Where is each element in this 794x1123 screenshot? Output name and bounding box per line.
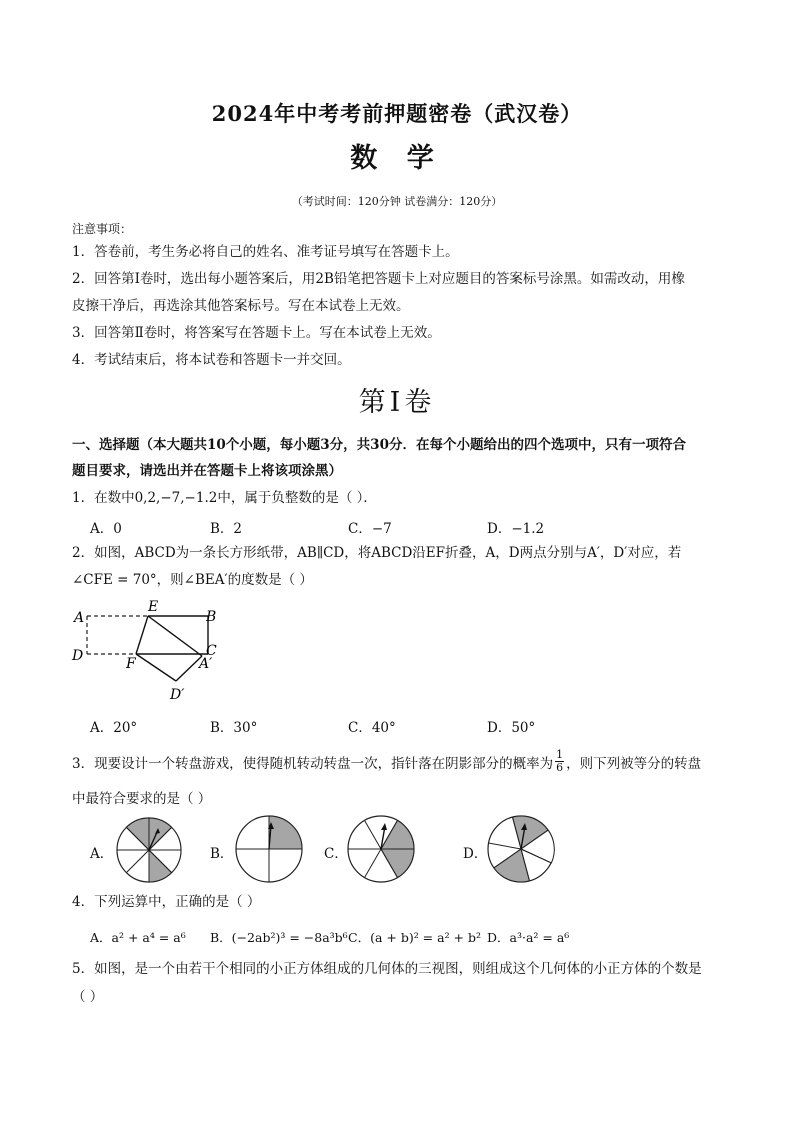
label-f: F — [126, 656, 136, 672]
q3-stem-cont: 中最符合要求的是（ ） — [72, 791, 212, 807]
q3-option-d-label[interactable]: D． — [463, 846, 488, 862]
q1-option-a[interactable]: A．0 — [90, 521, 122, 537]
q3-option-b-label[interactable]: B． — [210, 846, 234, 862]
part1-instructions: 一、选择题（本大题共10个小题，每小题3分，共30分．在每个小题给出的四个选项中，只有一项符合 — [72, 437, 686, 453]
q5-stem: 5．如图，是一个由若干个相同的小正方体组成的几何体的三视图，则组成这个几何体的小正方体的个数是 — [72, 961, 702, 977]
q1-option-b[interactable]: B．2 — [210, 521, 243, 537]
q5-stem-cont: （ ） — [72, 989, 104, 1005]
notice-item-3: 3．回答第Ⅱ卷时，将答案写在答题卡上。写在本试卷上无效。 — [72, 325, 441, 341]
label-d: D — [72, 648, 84, 664]
q3-stem-part1: 3．现要设计一个转盘游戏，使得随机转动转盘一次，指针落在阴影部分的概率为 — [72, 756, 554, 772]
label-b: B — [206, 609, 217, 625]
fold-line-ef — [136, 616, 148, 654]
label-c: C — [206, 643, 217, 659]
q3-spinner-b[interactable] — [233, 813, 305, 885]
q3-fraction — [555, 749, 564, 774]
q3-frac-den: 6 — [556, 761, 564, 774]
q4-option-a[interactable]: A．a² + a⁴ = a⁶ — [90, 930, 186, 945]
label-e: E — [148, 599, 159, 615]
notice-item-2-cont: 皮擦干净后，再选涂其他答案标号。写在本试卷上无效。 — [72, 298, 410, 314]
q2-option-b[interactable]: B．30° — [210, 720, 258, 736]
q3-spinner-a[interactable] — [114, 815, 184, 885]
exam-title: 2024年中考考前押题密卷（武汉卷） — [211, 101, 583, 126]
q2-option-a[interactable]: A．20° — [90, 720, 138, 736]
q2-option-d[interactable]: D．50° — [487, 720, 536, 736]
section-title: 第Ⅰ卷 — [358, 387, 436, 418]
q4-option-c[interactable]: C．(a + b)² = a² + b² — [348, 930, 482, 945]
q3-stem — [72, 748, 702, 777]
q4-option-d[interactable]: D．a³·a² = a⁶ — [487, 930, 570, 945]
q4-option-b[interactable]: B．(−2ab²)³ = −8a³b⁶ — [210, 930, 348, 945]
q2-stem-cont: ∠CFE = 70°，则∠BEA′的度数是（ ） — [72, 572, 313, 588]
q3-spinner-d[interactable] — [485, 813, 557, 885]
q4-stem: 4．下列运算中，正确的是（ ） — [72, 894, 261, 910]
exam-info: （考试时间：120分钟 试卷满分：120分） — [291, 195, 503, 208]
notice-item-2: 2．回答第Ⅰ卷时，选出每小题答案后，用2B铅笔把答题卡上对应题目的答案标号涂黑。如需改动，用橡 — [72, 271, 685, 287]
q2-option-c[interactable]: C．40° — [348, 720, 396, 736]
q3-option-c-label[interactable]: C． — [324, 846, 348, 862]
q1-stem: 1．在数中0,2,−7,−1.2中，属于负整数的是（ ）． — [72, 490, 377, 506]
notice-heading: 注意事项： — [72, 222, 133, 236]
label-a-prime: A′ — [199, 656, 213, 672]
notice-item-1: 1．答卷前，考生务必将自己的姓名、准考证号填写在答题卡上。 — [72, 244, 459, 260]
subject-title: 数 学 — [350, 143, 444, 174]
notice-item-4: 4．考试结束后，将本试卷和答题卡一并交回。 — [72, 352, 351, 368]
q2-fold-figure — [68, 598, 228, 708]
q3-stem-part2: ，则下列被等分的转盘 — [566, 756, 702, 772]
part1-instructions-cont: 题目要求，请选出并在答题卡上将该项涂黑） — [72, 463, 342, 479]
q1-option-d[interactable]: D．−1.2 — [487, 521, 545, 537]
q3-frac-num: 1 — [556, 748, 564, 761]
q3-option-a-label[interactable]: A． — [90, 846, 114, 862]
label-d-prime: D′ — [170, 687, 185, 703]
q2-stem: 2．如图，ABCD为一条长方形纸带，AB∥CD，将ABCD沿EF折叠，A，D两点分别与A′，D′对应，若 — [72, 545, 682, 561]
edge-ea-prime — [148, 616, 202, 656]
edge-d-prime-f — [136, 654, 176, 681]
label-a: A — [74, 610, 85, 626]
q3-spinner-c[interactable] — [345, 813, 417, 885]
q1-option-c[interactable]: C．−7 — [348, 521, 392, 537]
